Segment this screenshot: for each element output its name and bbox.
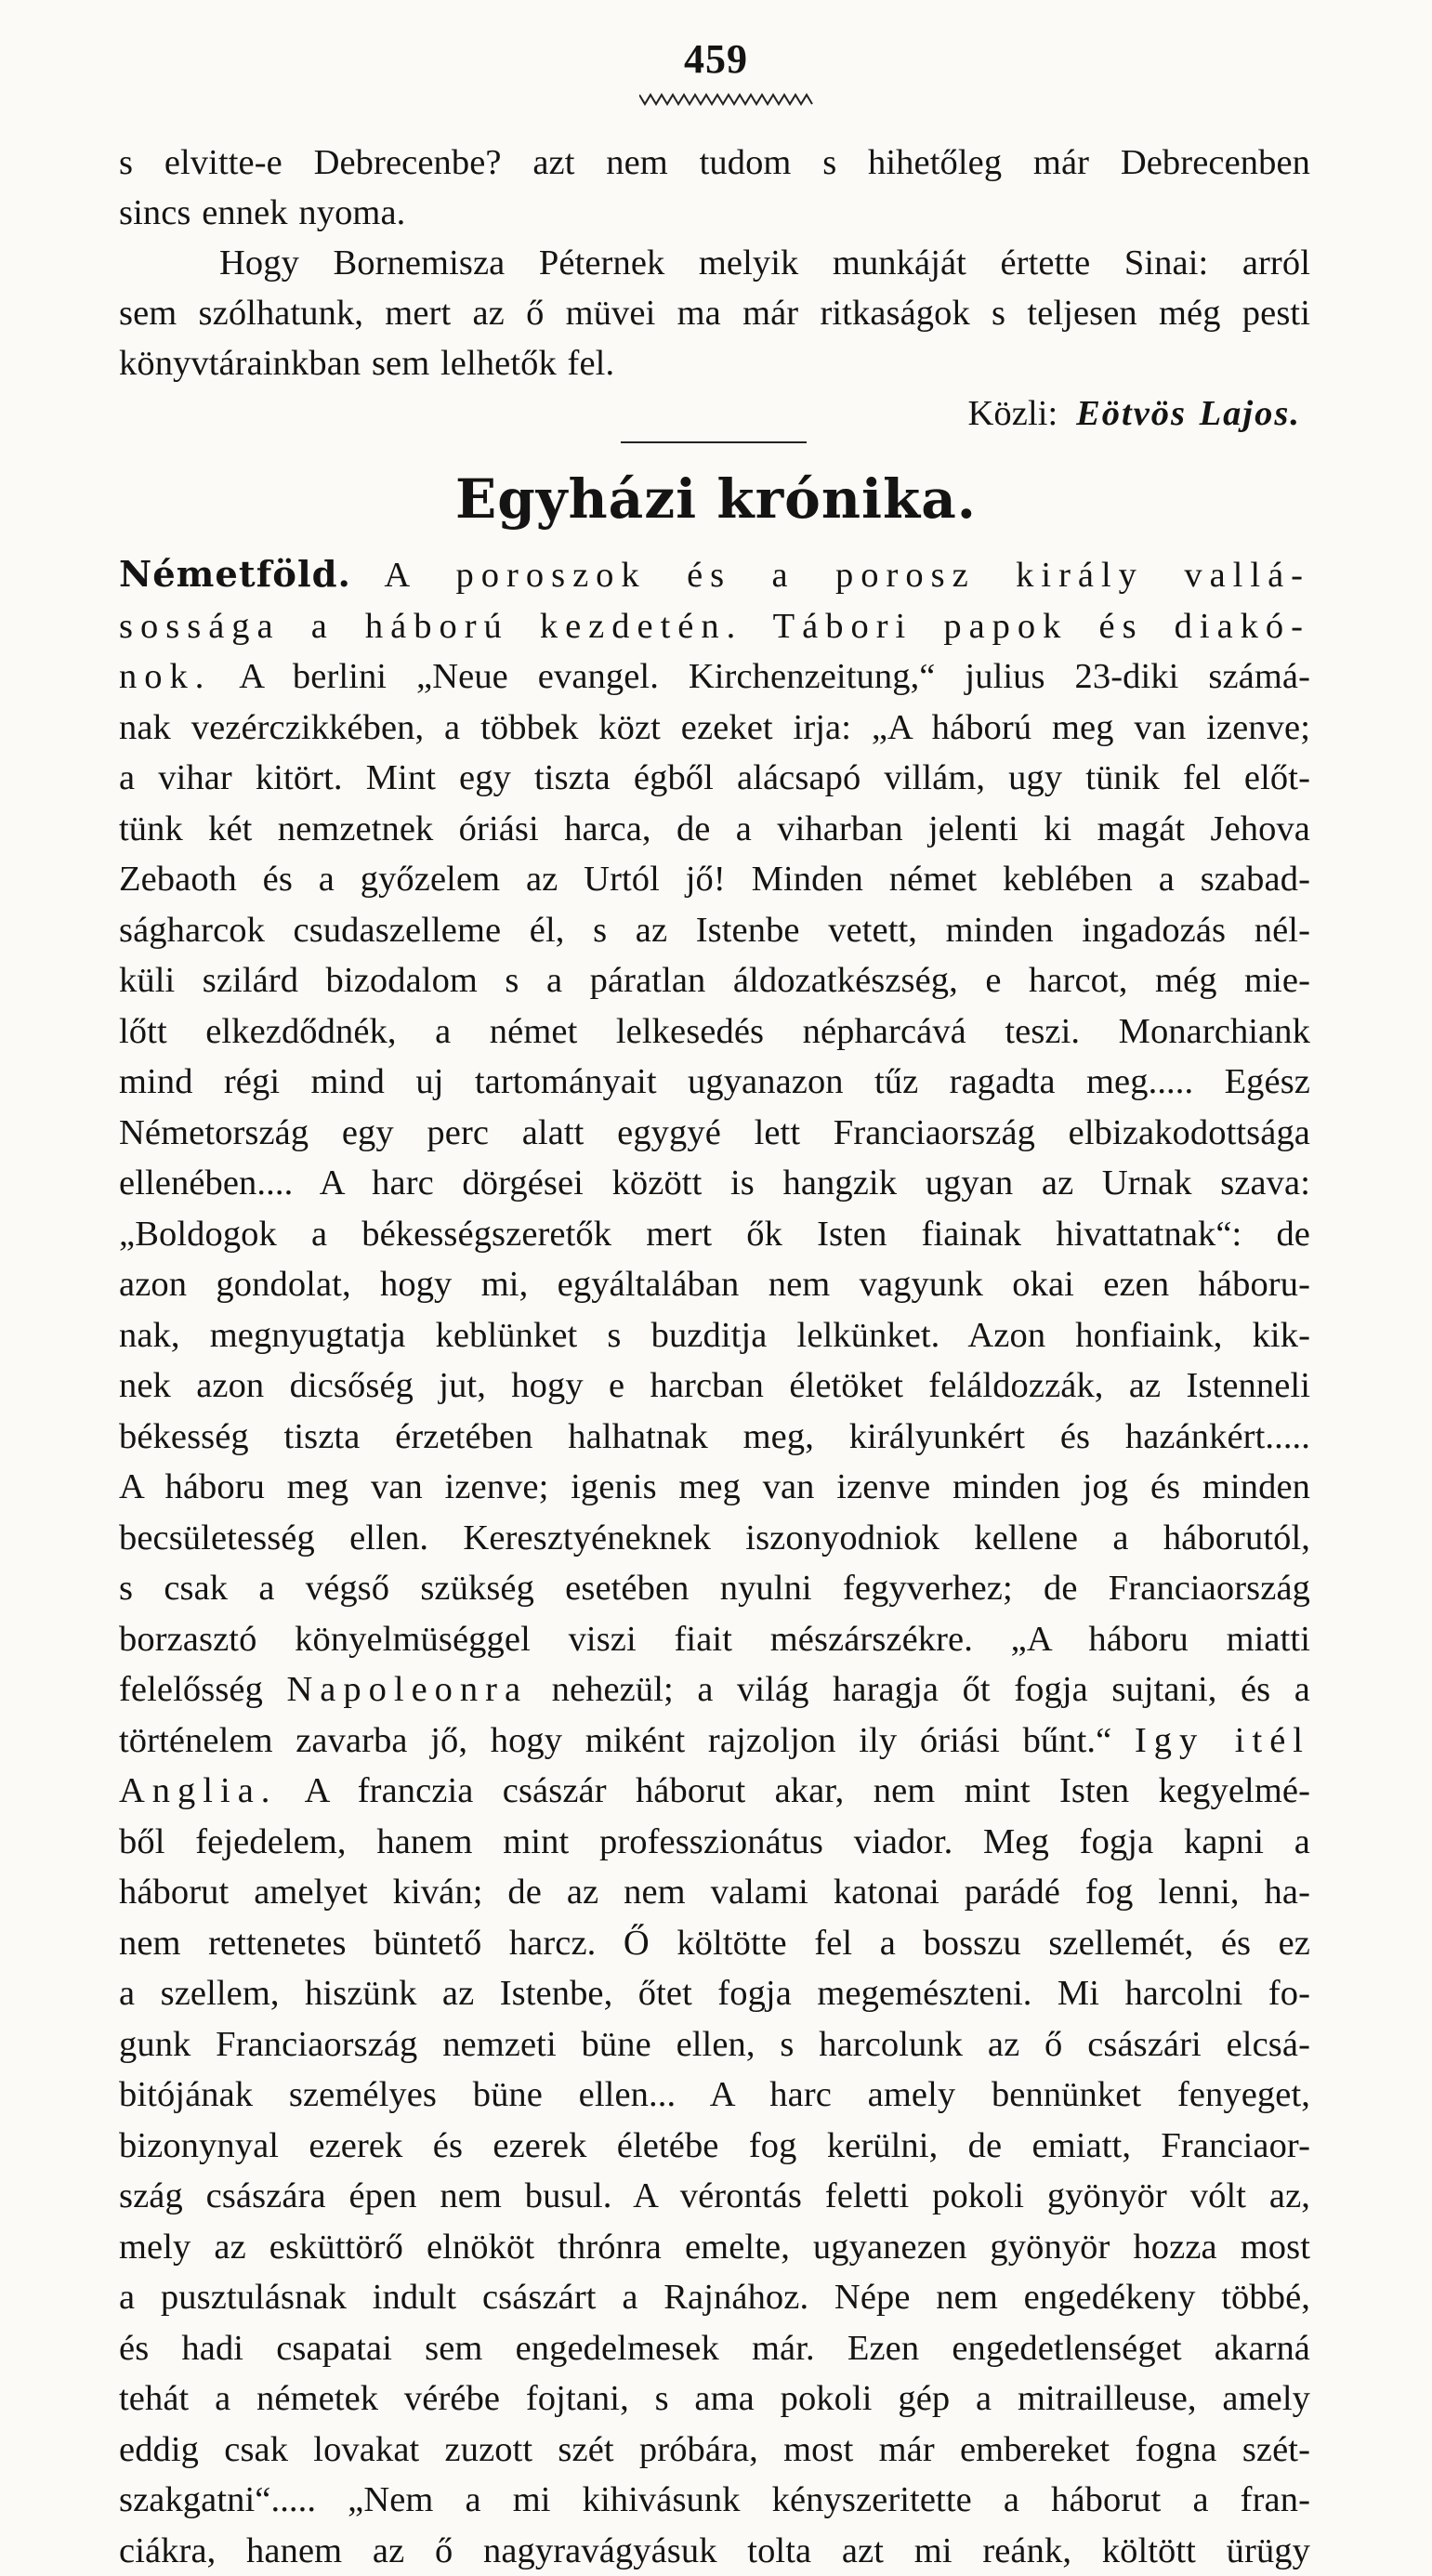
paragraph-line: tehát a németek vérébe fojtani, s ama pokoli gép a mitrailleuse, amely bbox=[119, 2373, 1310, 2425]
article-ending bbox=[119, 138, 1310, 439]
spaced-name: Anglia. bbox=[119, 1771, 277, 1810]
line-text: A franczia császár háborut akar, nem mint Isten kegyelmé- bbox=[305, 1771, 1310, 1810]
paragraph-line: a vihar kitört. Mint egy tiszta égből alácsapó villám, ugy tünik fel előt- bbox=[119, 753, 1310, 804]
paragraph-line: eddig csak lovakat zuzott szét próbára, most már embereket fogna szét- bbox=[119, 2425, 1310, 2476]
paragraph-line: mind régi mind uj tartományait ugyanazon tűz ragadta meg..... Egész bbox=[119, 1057, 1310, 1108]
paragraph-line: küli szilárd bizodalom s a páratlan áldozatkészség, e harcot, még mie- bbox=[119, 955, 1310, 1006]
paragraph-line: szakgatni“..... „Nem a mi kihivásunk kényszeritette a háborut a fran- bbox=[119, 2475, 1310, 2526]
wavy-ornament bbox=[639, 91, 816, 110]
paragraph-line: nak vezérczikkében, a többek közt ezeket irja: „A háború meg van izenve; bbox=[119, 703, 1310, 754]
paragraph-line bbox=[119, 1715, 1310, 1767]
paragraph-line: háborut amelyet kiván; de az nem valami katonai parádé fog lenni, ha- bbox=[119, 1867, 1310, 1918]
paragraph-line: lőtt elkezdődnék, a német lelkesedés népharcává teszi. Monarchiank bbox=[119, 1006, 1310, 1058]
paragraph-line: ságharcok csudaszelleme él, s az Istenbe vetett, minden ingadozás nél- bbox=[119, 905, 1310, 956]
paragraph-line: bitójának személyes büne ellen... A harc amely bennünket fenyeget, bbox=[119, 2070, 1310, 2121]
paragraph-line: Németország egy perc alatt egygyé lett Franciaország elbizakodottsága bbox=[119, 1108, 1310, 1159]
paragraph-line: tünk két nemzetnek óriási harca, de a viharban jelenti ki magát Jehova bbox=[119, 804, 1310, 855]
paragraph-line: Zebaoth és a győzelem az Urtól jő! Minden német keblében a szabad- bbox=[119, 854, 1310, 905]
paragraph-line: sincs ennek nyoma. bbox=[119, 188, 1310, 238]
paragraph-line: a pusztulásnak indult császárt a Rajnához. Népe nem engedékeny többé, bbox=[119, 2272, 1310, 2323]
paragraph-line bbox=[119, 1664, 1310, 1715]
line-text: felelősség bbox=[119, 1670, 263, 1709]
paragraph-line: A háboru meg van izenve; igenis meg van izenve minden jog és minden bbox=[119, 1462, 1310, 1513]
signature bbox=[119, 388, 1310, 439]
line-text: történelem zavarba jő, hogy miként rajzoljon ily óriási bűnt.“ bbox=[119, 1721, 1111, 1760]
paragraph-line: nak, megnyugtatja keblünket s buzditja lelkünket. Azon honfiaink, kik- bbox=[119, 1310, 1310, 1361]
paragraph-line: nem rettenetes büntető harcz. Ő költötte fel a bosszu szellemét, és ez bbox=[119, 1918, 1310, 1969]
spaced-title: nok. bbox=[119, 657, 211, 696]
paragraph-line bbox=[119, 651, 1310, 703]
line-text: A berlini „Neue evangel. Kirchenzeitung,“ julius 23-diki számá- bbox=[239, 657, 1310, 696]
paragraph-line: azon gondolat, hogy mi, egyáltalában nem vagyunk okai ezen háboru- bbox=[119, 1259, 1310, 1310]
paragraph-line: szág császára épen nem busul. A vérontás feletti pokoli gyönyör vólt az, bbox=[119, 2171, 1310, 2222]
paragraph-line: „Boldogok a békességszeretők mert ők Isten fiainak hivattatnak“: de bbox=[119, 1209, 1310, 1260]
chronicle-body bbox=[119, 550, 1310, 2576]
paragraph-line bbox=[119, 550, 1310, 601]
paragraph-line: ellenében.... A harc dörgései között is hangzik ugyan az Urnak szava: bbox=[119, 1158, 1310, 1209]
paragraph-line: a szellem, hiszünk az Istenbe, őtet fogja megemészteni. Mi harcolni fo- bbox=[119, 1968, 1310, 2019]
country-lead: Németföld. bbox=[119, 554, 351, 596]
spaced-name: Napoleonra bbox=[286, 1670, 528, 1709]
page-number: 459 bbox=[0, 35, 1432, 83]
paragraph-line: sem szólhatunk, mert az ő müvei ma már ritkaságok s teljesen még pesti bbox=[119, 288, 1310, 338]
paragraph-line: nek azon dicsőség jut, hogy e harcban életöket feláldozzák, az Istenneli bbox=[119, 1360, 1310, 1412]
paragraph-line: és hadi csapatai sem engedelmesek már. Ezen engedetlenséget akarná bbox=[119, 2323, 1310, 2374]
signature-label: Közli: bbox=[968, 394, 1058, 433]
spaced-title: A poroszok és a porosz király vallá- bbox=[384, 556, 1310, 595]
author-name: Eötvös Lajos. bbox=[1076, 394, 1301, 433]
paragraph-line: békesség tiszta érzetében halhatnak meg, királyunkért és hazánkért..... bbox=[119, 1412, 1310, 1463]
paragraph-line: gunk Franciaország nemzeti büne ellen, s harcolunk az ő császári elcsá- bbox=[119, 2019, 1310, 2070]
paragraph-line: ciákra, hanem az ő nagyravágyásuk tolta azt mi reánk, költött ürügy bbox=[119, 2526, 1310, 2576]
spaced-title: sossága a háború kezdetén. Tábori papok és diakó- bbox=[119, 601, 1310, 652]
section-divider bbox=[621, 441, 807, 443]
paragraph-line bbox=[119, 1766, 1310, 1817]
paragraph-line: ből fejedelem, hanem mint professzionátus viador. Meg fogja kapni a bbox=[119, 1817, 1310, 1868]
line-text: nehezül; a világ haragja őt fogja sujtani, és a bbox=[552, 1670, 1310, 1709]
paragraph-line: borzasztó könyelmüséggel viszi fiait mészárszékre. „A háboru miatti bbox=[119, 1614, 1310, 1665]
paragraph-line: Hogy Bornemisza Péternek melyik munkáját értette Sinai: arról bbox=[119, 238, 1310, 288]
paragraph-line: bizonynyal ezerek és ezerek életébe fog kerülni, de emiatt, Franciaor- bbox=[119, 2121, 1310, 2172]
spaced-emphasis: Igy itél bbox=[1135, 1721, 1310, 1760]
paragraph-line: s csak a végső szükség esetében nyulni fegyverhez; de Franciaország bbox=[119, 1563, 1310, 1614]
paragraph-line: s elvitte-e Debrecenbe? azt nem tudom s hihetőleg már Debrecenben bbox=[119, 138, 1310, 188]
section-heading: Egyházi krónika. bbox=[0, 467, 1432, 531]
paragraph-line: könyvtárainkban sem lelhetők fel. bbox=[119, 338, 1310, 388]
paragraph-line: mely az esküttörő elnököt thrónra emelte, ugyanezen gyönyör hozza most bbox=[119, 2222, 1310, 2273]
paragraph-line: becsületesség ellen. Keresztyéneknek iszonyodniok kellene a háborutól, bbox=[119, 1513, 1310, 1564]
